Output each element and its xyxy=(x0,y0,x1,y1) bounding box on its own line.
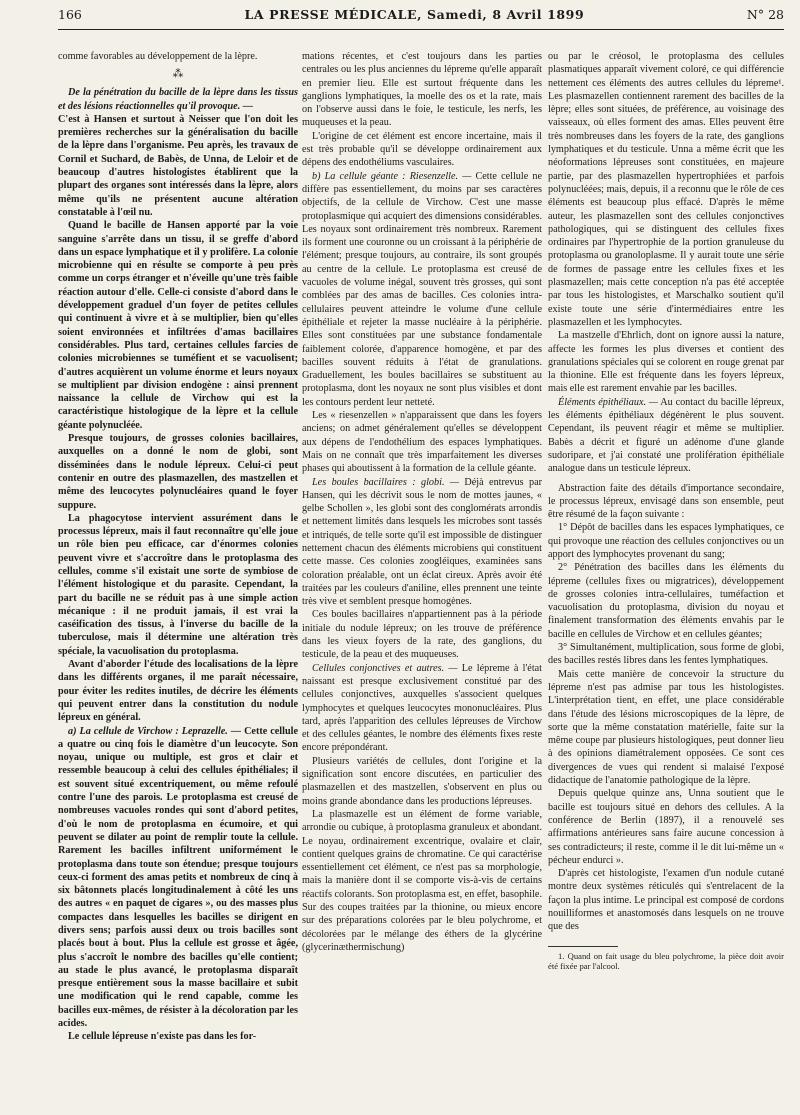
paragraph: ou par le créosol, le protoplasma des cellules plasmatiques apparaît vivement coloré, ce qui différencie nettement ces éléments des autres cellules du lépreme¹. Les plasmazellen contiennent rarement des bacilles de la lèpre; elles sont situées, de préférence, au voisinage des vaisseaux, où elles forment des amas. Elles peuvent être très nombreuses dans les foyers de la rate, des ganglions lymphatiques et du testicule. Unna a même écrit que les néoformations lépreuses sont constituées, en majeure partie, par des plasmazellen hypertrophiées et parfois polynucléées; mais, depuis, il a reconnu que le rôle de ces éléments est beaucoup plus effacé. D'après le même auteur, les plasmazellen sont des cellules conjonctives pathologiques, qui se distinguent des cellules fixes ordinaires par l'hypertrophie de la portion granuleuse du protoplasma ou granoloplasme. Il y aurait toute une série de formes de passage entre les cellules fixes et les plasmazellen; mais cette conception n'a pas été acceptée par tous les histologistes, et Marschalko soutient qu'il existe toute une série d'intermédiaires entre les plasmazellen et les lymphocytes. xyxy=(548,51,784,328)
paragraph xyxy=(302,662,542,755)
list-item: 3° Simultanément, multiplication, sous forme de globi, des bacilles restés libres dans les fentes lymphatiques. xyxy=(548,642,784,667)
paragraph xyxy=(548,396,784,476)
paragraph xyxy=(302,476,542,609)
footnote-divider xyxy=(548,946,618,947)
paragraph: La plasmazelle est un élément de forme variable, arrondie ou cubique, à protoplasma granuleux et abondant. Le noyau, ordinairement excentrique, ovalaire et clair, contient quelques grains de chromatine. Ce qui caractérise essentiellement cet élément, ce n'est pas sa morphologie, mais la manière dont il se comporte vis-à-vis de certains réactifs colorants. Son protoplasma est, en effet, basophile. Sur des coupes traitées par la thionine, ou mieux encore sur des préparations colorées par le bleu polychrome, et décolorées par le mélange des éthers de la glycérine (glycerinæthermischung) xyxy=(302,808,542,953)
paragraph-lead: Les boules bacillaires : globi. — xyxy=(312,476,459,488)
paragraph-body: Cette cellule a quatre ou cinq fois le diamètre d'un leucocyte. Son noyau, unique ou multiple, est gros et clair et ressemble beaucoup à celui des cellules épithéliales; il est souvent situé excentriquement, ou même refoulé contre l'une des parois. Le protoplasma est creusé de nombreuses vacuoles rondes qui sont d'abord petites, d'où le nom de protoplasma en écumoire, et qui peuvent se dilater au point de remplir toute la cellule. Rarement les bacilles infiltrent uniformément le protoplasma dans toute son étendue; presque toujours ceux-ci forment des amas petits et nombreux de cinq à six bâtonnets placés longitudinalement à côté les uns des autres « en paquet de cigares », ou des masses plus compactes dans lesquelles les bacilles se dirigent en divers sens; parfois aussi deux ou trois bacilles sont placés bout à bout. Plus la cellule est grosse et âgée, plus s'accroît le nombre des bacilles qu'elle contient; au stade le plus avancé, le protoplasma disparaît presque entièrement sous la masse bacillaire et subit une modification qui le rend capable, comme les bacilles eux-mêmes, de résister à la décoloration par les acides. xyxy=(58,725,298,1030)
paragraph: D'après cet histologiste, l'examen d'un nodule cutané montre deux systèmes réticulés qui s'entrelacent de la façon la plus intime. Le principal est composé de cordons nouilliformes et anastomosés dans lesquels on ne trouve que des xyxy=(548,868,784,933)
paragraph: Quand le bacille de Hansen apporté par la voie sanguine s'arrête dans un tissu, il se greffe d'abord dans un espace lymphatique et il y prolifère. La colonie microbienne qui en résulte se comporte à peu près comme un corps étranger et n'éveille qu'une très faible réaction autour d'elle. Celle-ci consiste d'abord dans le développement graduel d'un foyer de petites cellules qui continuent à vivre et à se multiplier, bien qu'elles soient environnées et infiltrées d'amas bacillaires considérables. Plus tard, certaines cellules farcies de colonies microbiennes se tuméfient et se vacuolisent; d'autres acquièrent un volume énorme et leurs noyaux se multiplient par division endogène : ainsi prennent naissance la cellule de Virchow qui est la caractéristique histologique de la lèpre et la cellule géante polynucléée. xyxy=(58,220,298,431)
summary-list xyxy=(548,521,784,667)
list-item: 2° Pénétration des bacilles dans les éléments du lépreme (cellules fixes ou migratrices), développement de grosses colonies intra-cellulaires, tuméfaction et vacuolisation du protoplasma, division du noyau et finalement transformation des éléments envahis par le bacille en cellules de Virchow et en cellules géantes; xyxy=(548,562,784,640)
paragraph: Ces boules bacillaires n'appartiennent pas à la période initiale du nodule lépreux; on les trouve de préférence dans les vieux foyers de la rate, des ganglions, du testicule, de la peau et des muqueuses. xyxy=(302,609,542,661)
paragraph-lead: b) La cellule géante : Riesenzelle. — xyxy=(312,170,472,182)
paragraph: Plusieurs variétés de cellules, dont l'origine et la signification sont encore discutées, en particulier des plasmazellen et des mastzellen, s'observent en plus ou moins grande abondance dans les productions lépreuses. xyxy=(302,755,542,807)
section-separator: ⁂ xyxy=(172,68,184,81)
page-header xyxy=(58,7,784,30)
paragraph-lead: Cellules conjonctives et autres. — xyxy=(312,662,458,674)
paragraph: La mastzelle d'Ehrlich, dont on ignore aussi la nature, affecte les formes les plus diverses et contient des granulations spéciales qui se colorent en rouge grenat par la thionine. Elle est fréquente dans les foyers lépreux, mais elle est rarement envahie par les bacilles. xyxy=(548,330,784,395)
paragraph: C'est à Hansen et surtout à Neisser que l'on doit les premières recherches sur la généralisation du bacille de la lèpre dans l'organisme. Peu après, les travaux de Cornil et Suchard, de Babès, de Unna, de Leloir et de beaucoup d'autres histologistes établirent que la plupart des organes sont intéressés dans la lèpre, alors même qu'ils ne présentent aucune altération constatable à l'œil nu. xyxy=(58,113,298,218)
paragraph: Depuis quelque quinze ans, Unna soutient que le bacille est toujours situé en dehors des cellules. A la conférence de Berlin (1897), il a renouvelé ses affirmations antérieures sans faire aucune concession à ses contradicteurs; il reste, comme il le dit lui-même un « pécheur endurci ». xyxy=(548,788,784,866)
paragraph: La phagocytose intervient assurément dans le processus lépreux, mais il faut reconnaître qu'elle joue un rôle bien peu efficace, car d'énormes colonies peuvent vivre et s'accroître dans le protoplasma des cellules, comme s'il existait une sorte de symbiose de l'élément histologique et du parasite. Cependant, la part du bacille ne se réduit pas à une simple action mécanique : il ne produit jamais, il est vrai la caséification des tissus, à l'inverse du bacille de la tuberculose, mais il détermine une altération très spéciale, la vacuolisation du protoplasma. xyxy=(58,512,298,657)
paragraph-body: Le lépreme à l'état naissant est presque exclusivement constitué par des cellules conjonctives, auxquelles s'associent quelques lymphocytes et quelques leucocytes mononucléaires. Plus tard, après l'apparition des cellules lépreuses de Virchow et des cellules géantes, le nombre des éléments fixes reste encore prépondérant. xyxy=(302,662,542,754)
issue-number: N° 28 xyxy=(746,7,784,22)
paragraph: mations récentes, et c'est toujours dans les parties centrales ou les plus anciennes du lépreme qu'elle apparaît en premier lieu. Elle est surtout fréquente dans les ganglions lymphatiques, la moelle des os et la rate, mais on l'observe aussi dans le foie, le testicule, les nerfs, les muqueuses et la peau. xyxy=(302,51,542,129)
paragraph-body: Cette cellule ne diffère pas essentiellement, du moins par ses caractères objectifs, de la cellule de Virchow. C'est une masse protoplasmique qui acquiert des dimensions considérables. Les noyaux sont ordinairement très nombreux. Rarement ils forment une couronne ou un croissant à la périphérie de l'élément; presque toujours, au contraire, ils sont groupés au centre de la cellule. Le protoplasma est creusé de vacuoles de volume inégal, souvent très grosses, qui sont comblées par des amas de bacilles. Ces colonies intra-cellulaires peuvent atteindre le volume d'une cellule épithéliale et rejeter la masse nucléaire à la périphérie. Elles sont constituées par une substance fondamentale faiblement colorée, d'apparence homogène, et par des bacilles souvent réduits à l'état de granulations. Graduellement, les boules bacillaires se substituent au protoplasma, dont les noyaux ne sont plus visibles et dont les contours perdent leur netteté. xyxy=(302,170,543,408)
footnote: 1. Quand on fait usage du bleu polychrome, la pièce doit avoir été fixée par l'alcool. xyxy=(548,950,784,972)
paragraph xyxy=(302,170,542,409)
paragraph-lead: Éléments épithéliaux. — xyxy=(558,396,658,408)
paragraph-body: Au contact du bacille lépreux, les éléments épithéliaux dégénèrent le plus souvent. Cependant, ils peuvent réagir et même se multiplier. Babès a décrit et figuré un adénome d'une glande sudoripare, et j'ai constaté une prolifération épithéliale analogue dans un testicule lépreux. xyxy=(548,396,785,475)
paragraph: Le cellule lépreuse n'existe pas dans les for- xyxy=(68,1031,257,1043)
paragraph xyxy=(58,725,298,1031)
paragraph-lead: a) La cellule de Virchow : Leprazelle. — xyxy=(68,725,242,737)
section-title: De la pénétration du bacille de la lèpre dans les tissus et des lésions réactionnelles qu'il provoque. — xyxy=(58,87,298,112)
paragraph: L'origine de cet élément est encore incertaine, mais il est très probable qu'il se développe ordinairement aux dépens des endothéliums vasculaires. xyxy=(302,130,542,169)
paragraph: Les « riesenzellen » n'apparaissent que dans les foyers anciens; on admet généralement qu'elles se développent aux dépens de l'endothélium des espaces lymphatiques. Mais on ne connaît que très imparfaitement les diverses phases qui aboutissent à la formation de la cellule géante. xyxy=(302,410,542,475)
column-3 xyxy=(548,50,784,972)
column-2 xyxy=(302,50,542,954)
paragraph: Presque toujours, de grosses colonies bacillaires, auxquelles on a donné le nom de globi, sont disséminées dans le nodule lépreux. Celui-ci peut contenir en outre des plasmazellen, des mastzellen et même des leucocytes polynucléaires quand le foyer suppure. xyxy=(58,433,298,511)
paragraph: Mais cette manière de concevoir la structure du lépreme n'est pas admise par tous les histologistes. L'interprétation tient, en effet, une place considérable dans l'étude des lésions microscopiques de la lèpre, de sorte que la même constatation matérielle, faite sur la même coupe par plusieurs histologiques, peut donner lieu à des opinions diamétralement opposées. Ce sont ces divergences de vues qui rendent si malaisé l'exposé didactique de l'anatomie pathologique de la lèpre. xyxy=(548,668,784,787)
paragraph: Avant d'aborder l'étude des localisations de la lèpre dans les différents organes, il me paraît nécessaire, pour éviter les redites inutiles, de décrire les éléments qui peuvent entrer dans la constitution du nodule lépreux en général. xyxy=(58,659,298,724)
paragraph: Abstraction faite des détails d'importance secondaire, le processus lépreux, envisagé dans son ensemble, peut être résumé de la façon suivante : xyxy=(548,482,784,521)
publication-title: LA PRESSE MÉDICALE, Samedi, 8 Avril 1899 xyxy=(244,7,585,22)
list-item: 1° Dépôt de bacilles dans les espaces lymphatiques, ce qui provoque une réaction des cellules conjonctives ou un apport des lymphocytes provenant du sang; xyxy=(548,522,784,560)
paragraph-body: Déjà entrevus par Hansen, qui les décrivit sous le nom de mottes jaunes, « gelbe Schollen », les globi sont des conglomérats arrondis et nettement limités dans lesquels les microbes sont tassés et intriqués, de telle sorte qu'il est impossible de distinguer nettement chacun des éléments microbiens qui constituent cette masse. Ces colonies zoogléiques, examinées sans coloration préalable, ont un éclat cireux. Après avoir été traitées par les couleurs d'aniline, elles prennent une teinte très vive et semblent presque homogènes. xyxy=(302,476,542,608)
column-1 xyxy=(58,50,298,1044)
paragraph: comme favorables au développement de la lèpre. xyxy=(58,51,258,62)
page-number: 166 xyxy=(58,7,82,22)
